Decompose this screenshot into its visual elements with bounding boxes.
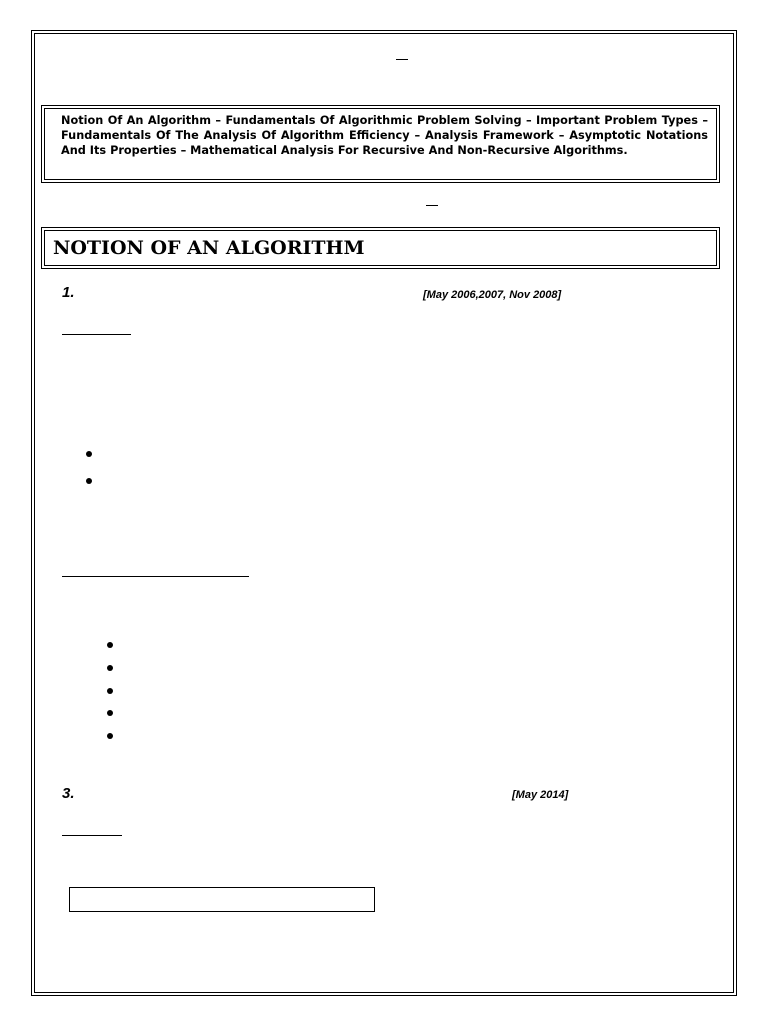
question-number-1: 1. xyxy=(62,284,75,301)
bullet-point xyxy=(86,478,92,484)
subheading-underline-2 xyxy=(62,576,249,577)
syllabus-text: Notion Of An Algorithm – Fundamentals Of Algorithmic Problem Solving – Important Problem Types – Fundamentals Of The Analysis Of Algorithm Efficiency – Analysis Framework – Asymptotic Notations And Its Properties – Mathematical Analysis For Recursive And Non-Recursive Algorithms. xyxy=(61,114,708,157)
bullet-point xyxy=(107,710,113,716)
syllabus-box xyxy=(41,105,720,183)
subtitle-dash xyxy=(426,205,438,206)
section-heading: NOTION OF AN ALGORITHM xyxy=(53,237,365,259)
bullet-point xyxy=(107,642,113,648)
subheading-underline-3 xyxy=(62,835,122,836)
subheading-underline-1 xyxy=(62,334,131,335)
question-number-3: 3. xyxy=(62,785,75,802)
question-reference-3: [May 2014] xyxy=(512,789,569,801)
section-heading-box xyxy=(41,227,720,269)
bullet-point xyxy=(86,451,92,457)
bullet-point xyxy=(107,688,113,694)
bullet-point xyxy=(107,665,113,671)
question-reference-1: [May 2006,2007, Nov 2008] xyxy=(423,289,562,301)
bullet-point xyxy=(107,733,113,739)
title-dash xyxy=(396,59,408,60)
empty-text-box xyxy=(69,887,375,912)
